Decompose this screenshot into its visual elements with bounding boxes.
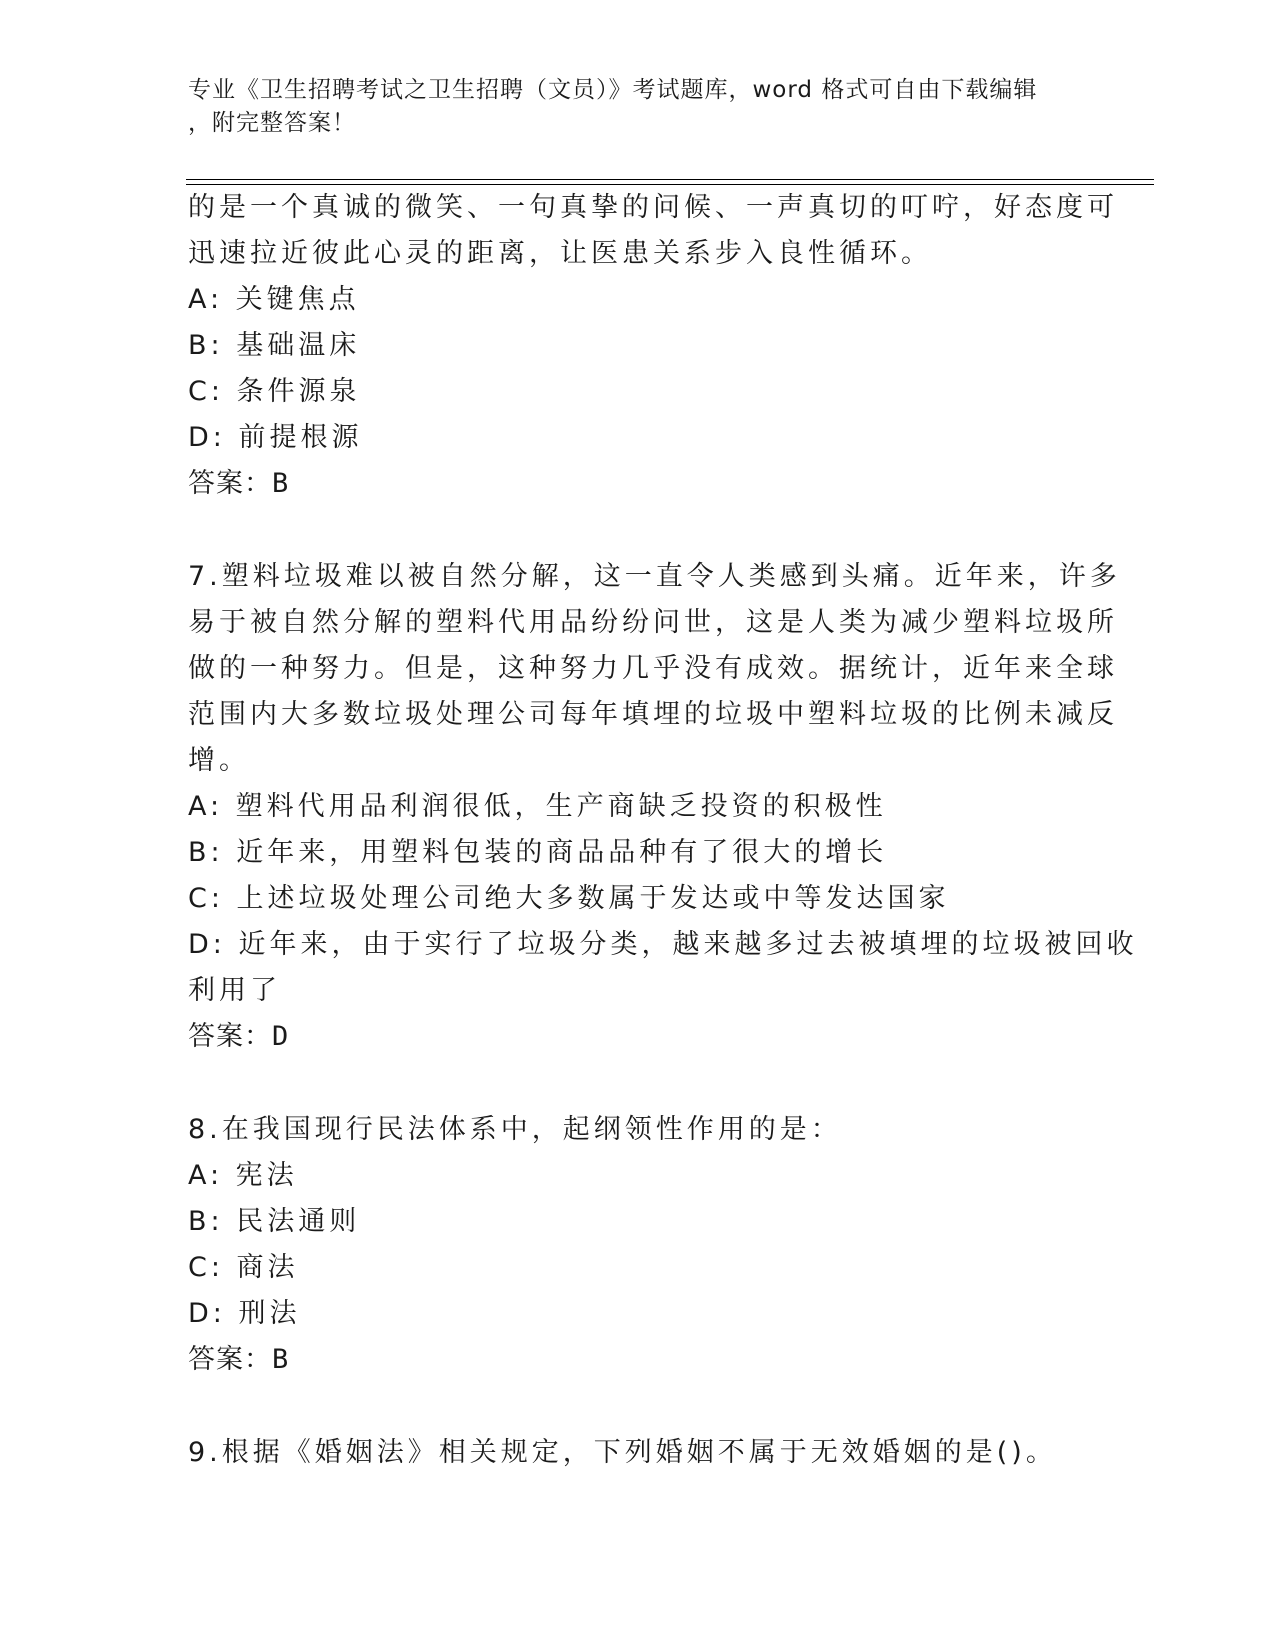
question-6 — [188, 185, 1118, 507]
question-7 — [188, 554, 1138, 1060]
option-b: B: 近年来，用塑料包装的商品品种有了很大的增长 — [188, 837, 888, 868]
answer-value: D — [272, 1021, 290, 1052]
question-9 — [188, 1430, 1088, 1476]
header-line-1: 专业《卫生招聘考试之卫生招聘（文员）》考试题库，word 格式可自由下载编辑 — [188, 77, 1038, 103]
question-stem-line: 易于被自然分解的塑料代用品纷纷问世，这是人类为减少塑料垃圾所 — [188, 607, 1118, 638]
header-line-2: ，附完整答案！ — [188, 110, 356, 136]
option-d-continued: 利用了 — [188, 975, 281, 1006]
option-d: D: 前提根源 — [188, 422, 363, 453]
answer-line — [188, 1337, 1088, 1383]
header-rule-top — [186, 179, 1154, 180]
question-stem-line: 做的一种努力。但是，这种努力几乎没有成效。据统计，近年来全球 — [188, 653, 1118, 684]
question-stem-line: 9.根据《婚姻法》相关规定，下列婚姻不属于无效婚姻的是()。 — [188, 1437, 1057, 1468]
option-a: A: 塑料代用品利润很低，生产商缺乏投资的积极性 — [188, 791, 887, 822]
question-stem-line: 增。 — [188, 745, 250, 776]
question-list — [188, 185, 1138, 1476]
option-b: B: 基础温床 — [188, 330, 361, 361]
option-d: D: 刑法 — [188, 1298, 301, 1329]
question-spacer — [188, 1383, 1088, 1430]
answer-line — [188, 461, 1088, 507]
answer-value: B — [272, 468, 290, 499]
question-spacer — [188, 1060, 1088, 1107]
question-stem-line: 的是一个真诚的微笑、一句真挚的问候、一声真切的叮咛，好态度可 — [188, 192, 1118, 223]
answer-label: 答案： — [188, 1021, 272, 1052]
option-c: C: 上述垃圾处理公司绝大多数属于发达或中等发达国家 — [188, 883, 950, 914]
option-a: A: 关键焦点 — [188, 284, 360, 315]
question-spacer — [188, 507, 1088, 554]
answer-label: 答案： — [188, 468, 272, 499]
question-8 — [188, 1107, 1088, 1383]
document-header — [188, 74, 1088, 140]
option-c: C: 条件源泉 — [188, 376, 361, 407]
question-stem-line: 迅速拉近彼此心灵的距离，让医患关系步入良性循环。 — [188, 238, 932, 269]
answer-line — [188, 1014, 1088, 1060]
option-b: B: 民法通则 — [188, 1206, 361, 1237]
question-stem-line: 8.在我国现行民法体系中，起纲领性作用的是： — [188, 1114, 842, 1145]
option-c: C: 商法 — [188, 1252, 299, 1283]
question-stem-line: 7.塑料垃圾难以被自然分解，这一直令人类感到头痛。近年来，许多 — [188, 561, 1121, 592]
question-stem-line: 范围内大多数垃圾处理公司每年填埋的垃圾中塑料垃圾的比例未减反 — [188, 699, 1118, 730]
option-d: D: 近年来，由于实行了垃圾分类，越来越多过去被填埋的垃圾被回收 — [188, 929, 1138, 960]
option-a: A: 宪法 — [188, 1160, 298, 1191]
answer-label: 答案： — [188, 1344, 272, 1375]
answer-value: B — [272, 1344, 290, 1375]
